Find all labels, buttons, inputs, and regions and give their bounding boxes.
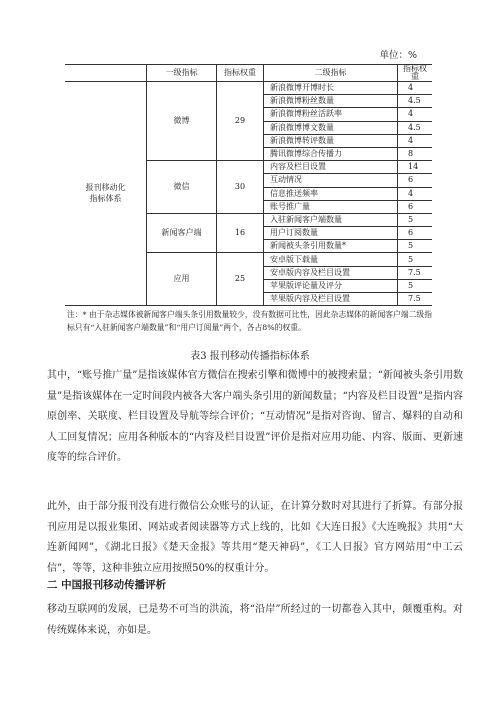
level2-weight-cell: 8 (398, 147, 433, 160)
level2-indicator-cell: 新浪微博转评数量 (264, 134, 398, 147)
level2-indicator-cell: 内容及栏目设置 (264, 161, 398, 174)
level2-indicator-cell: 账号推广量 (264, 200, 398, 213)
level2-indicator-cell: 新浪微博粉丝数量 (264, 95, 398, 108)
level2-weight-cell: 4 (398, 187, 433, 200)
level1-indicator-cell: 微博 (147, 82, 217, 161)
level2-indicator-cell: 互动情况 (264, 174, 398, 187)
level1-indicator-cell: 应用 (147, 253, 217, 306)
level2-weight-cell: 5 (398, 279, 433, 292)
system-label-cell: 报刊移动化 指标体系 (65, 82, 147, 306)
level2-weight-cell: 4 (398, 82, 433, 95)
level2-weight-cell: 5 (398, 240, 433, 253)
level2-indicator-cell: 安卓版内容及栏目设置 (264, 266, 398, 279)
level1-indicator-cell: 新闻客户端 (147, 213, 217, 253)
level2-indicator-cell: 信息推送频率 (264, 187, 398, 200)
level2-weight-cell: 6 (398, 200, 433, 213)
indicator-table (65, 64, 432, 306)
body-paragraph-2: 此外，由于部分报刊没有进行微信公众账号的认证，在计算分数时对其进行了折算。有部分报刊应用是以报业集团、网站或者阅读器等方式上线的，比如《大连日报》《大连晚报》共用“大连新闻网”，《湖北日报》《楚天金报》等共用“楚天神码”，《工人日报》官方网站用“中工云信”，等等，这种非独立应用按照50%的权重计分。 (47, 501, 463, 574)
unit-label: 单位：% (379, 50, 417, 61)
level2-indicator-cell: 苹果版内容及栏目设置 (264, 293, 398, 306)
level2-indicator-cell: 入驻新闻客户端数量 (264, 213, 398, 226)
level2-indicator-cell: 新浪微博博文数量 (264, 121, 398, 134)
level2-weight-cell: 4.5 (398, 95, 433, 108)
level2-indicator-cell: 新浪微博开博时长 (264, 82, 398, 95)
header-empty (65, 65, 147, 82)
level2-indicator-cell: 腾讯微博综合传播力 (264, 147, 398, 160)
body-paragraph-1: 其中，“账号推广量”是指该媒体官方微信在搜索引擎和微博中的被搜索量；“新闻被头条引用数量”是指该媒体在一定时间段内被各大客户端头条引用的新闻数量；“内容及栏目设置”是指内容原创率、关联度、栏目设置及导航等综合评价；“互动情况”是指对咨询、留言、爆料的自动和人工回复情况；应用各种版本的“内容及栏目设置”评价是指对应用功能、内容、版面、更新速度等的综合评价。 (47, 370, 463, 463)
level2-weight-cell: 6 (398, 174, 433, 187)
header-weight2: 指标权重 (398, 65, 433, 82)
level2-weight-cell: 7.5 (398, 293, 433, 306)
table-caption: 表3 报刊移动传播指标体系 (190, 351, 310, 362)
level1-weight-cell: 25 (217, 253, 264, 306)
header-level1: 一级指标 (147, 65, 217, 82)
table-note: 注：* 由于杂志媒体被新闻客户端头条引用数量较少，没有数据可比性，因此杂志媒体的新闻客户端二级指标只有“入驻新闻客户端数量”和“用户订阅量”两个，各占8%的权重。 (67, 310, 433, 332)
level2-indicator-cell: 用户订阅数量 (264, 227, 398, 240)
body-paragraph-3: 移动互联网的发展，已是势不可当的洪流，将“沿岸”所经过的一切都卷入其中，颠覆重构。对传统媒体来说，亦如是。 (47, 604, 463, 636)
table-row (65, 82, 432, 95)
level2-weight-cell: 4 (398, 108, 433, 121)
level2-weight-cell: 5 (398, 253, 433, 266)
level2-indicator-cell: 新浪微博粉丝活跃率 (264, 108, 398, 121)
level1-weight-cell: 30 (217, 161, 264, 214)
level1-indicator-cell: 微信 (147, 161, 217, 214)
level1-weight-cell: 16 (217, 213, 264, 253)
level2-weight-cell: 4.5 (398, 121, 433, 134)
level2-weight-cell: 6 (398, 227, 433, 240)
header-level2: 二级指标 (264, 65, 398, 82)
level2-indicator-cell: 安卓版下载量 (264, 253, 398, 266)
section-heading: 二 中国报刊移动传播评析 (47, 579, 167, 591)
level2-indicator-cell: 苹果版评论量及评分 (264, 279, 398, 292)
level1-weight-cell: 29 (217, 82, 264, 161)
level2-weight-cell: 5 (398, 213, 433, 226)
level2-weight-cell: 7.5 (398, 266, 433, 279)
level2-weight-cell: 14 (398, 161, 433, 174)
level2-weight-cell: 4 (398, 134, 433, 147)
table-header-row (65, 65, 432, 82)
level2-indicator-cell: 新闻被头条引用数量* (264, 240, 398, 253)
header-weight1: 指标权重 (217, 65, 264, 82)
